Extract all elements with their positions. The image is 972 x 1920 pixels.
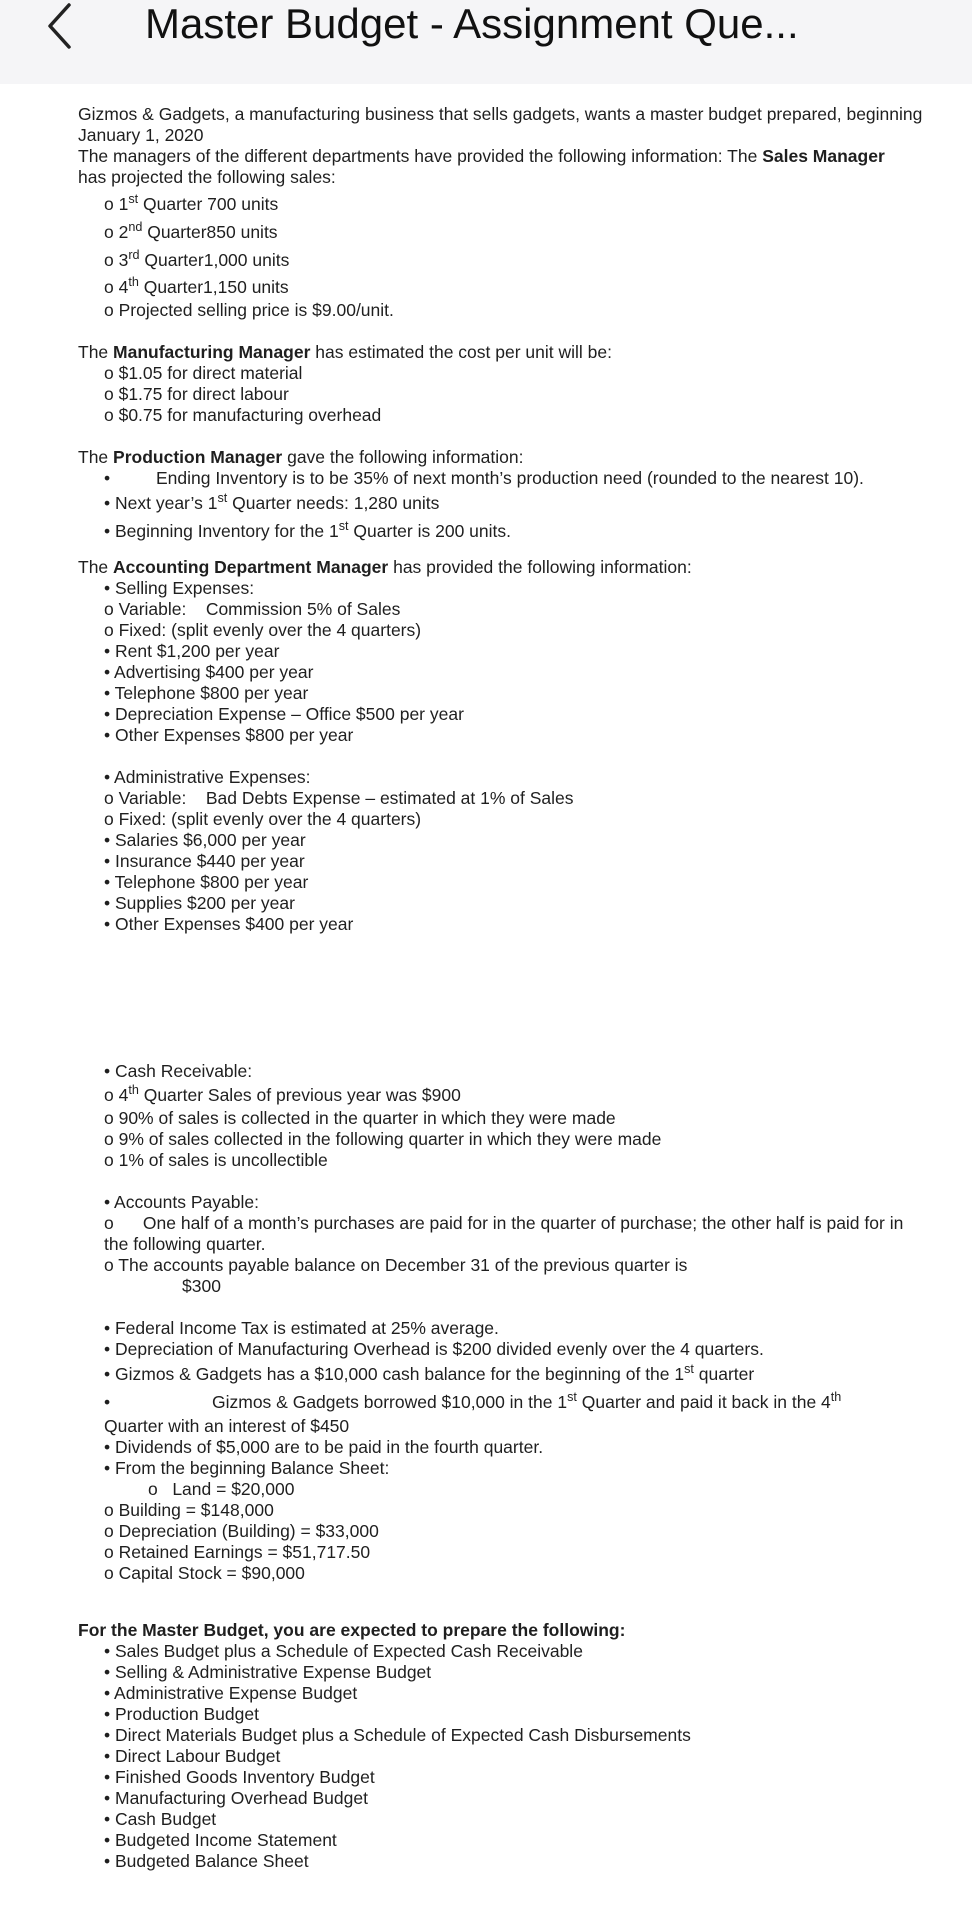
list-item: • Budgeted Balance Sheet — [104, 1851, 309, 1871]
administrative-expenses-list — [78, 767, 948, 935]
chevron-left-icon — [38, 2, 88, 52]
list-item: • Telephone $800 per year — [104, 683, 309, 703]
list-item: o 4th Quarter Sales of previous year was $900 — [104, 1083, 461, 1105]
manufacturing-section — [78, 342, 948, 426]
list-item: o Fixed: (split evenly over the 4 quarters) — [104, 809, 422, 829]
list-item: o $0.75 for manufacturing overhead — [104, 405, 382, 425]
other-info-section — [78, 1318, 948, 1584]
list-item: • Insurance $440 per year — [104, 851, 305, 871]
list-item: o 3rd Quarter1,000 units — [104, 248, 290, 270]
list-item: • Production Budget — [104, 1704, 259, 1724]
selling-expenses-list — [78, 578, 948, 746]
list-item: • Manufacturing Overhead Budget — [104, 1788, 368, 1808]
list-item: • Budgeted Income Statement — [104, 1830, 337, 1850]
list-item: $300 — [182, 1276, 221, 1296]
list-item: o 1% of sales is uncollectible — [104, 1150, 328, 1170]
list-item: o Building = $148,000 — [104, 1500, 274, 1520]
list-item: o Retained Earnings = $51,717.50 — [104, 1542, 371, 1562]
sales-list — [78, 190, 948, 321]
list-item: the following quarter. — [104, 1234, 266, 1254]
back-button[interactable] — [38, 2, 88, 52]
list-item: • Supplies $200 per year — [104, 893, 295, 913]
list-item: o The accounts payable balance on December 31 of the previous quarter is — [104, 1255, 688, 1275]
section-heading: • Accounts Payable: — [104, 1192, 259, 1212]
list-item: o $1.75 for direct labour — [104, 384, 289, 404]
section-heading: The Production Manager gave the following information: — [78, 447, 524, 467]
list-item: o Projected selling price is $9.00/unit. — [104, 300, 394, 320]
list-item: o 1st Quarter 700 units — [104, 192, 279, 214]
list-item: • Next year’s 1st Quarter needs: 1,280 units — [104, 491, 440, 513]
accounts-payable-section — [78, 1192, 948, 1297]
list-item: o 4th Quarter1,150 units — [104, 275, 289, 297]
intro-line: The managers of the different departments have provided the following information: The Sales Manager — [78, 146, 885, 166]
section-heading: For the Master Budget, you are expected to prepare the following: — [78, 1620, 626, 1640]
list-item: Quarter with an interest of $450 — [104, 1416, 350, 1436]
list-item: • Telephone $800 per year — [104, 872, 309, 892]
section-heading: The Manufacturing Manager has estimated the cost per unit will be: — [78, 342, 612, 362]
accounting-section — [78, 557, 948, 935]
list-item: • Dividends of $5,000 are to be paid in the fourth quarter. — [104, 1437, 544, 1457]
list-item: o Land = $20,000 — [148, 1479, 295, 1499]
production-section — [78, 447, 948, 545]
list-item: • Administrative Expenses: — [104, 767, 311, 787]
list-item: • Other Expenses $400 per year — [104, 914, 354, 934]
app-header — [0, 0, 972, 84]
section-heading: The Accounting Department Manager has provided the following information: — [78, 557, 692, 577]
list-item: o Fixed: (split evenly over the 4 quarters) — [104, 620, 422, 640]
list-item: o 9% of sales collected in the following quarter in which they were made — [104, 1129, 662, 1149]
list-item: • Salaries $6,000 per year — [104, 830, 306, 850]
list-item: • From the beginning Balance Sheet: — [104, 1458, 390, 1478]
list-item: • Sales Budget plus a Schedule of Expected Cash Receivable — [104, 1641, 583, 1661]
intro-line: has projected the following sales: — [78, 167, 336, 187]
section-heading: • Cash Receivable: — [104, 1061, 253, 1081]
list-item: o $1.05 for direct material — [104, 363, 303, 383]
list-item: o One half of a month’s purchases are paid for in the quarter of purchase; the other half is paid for in — [104, 1213, 904, 1233]
list-item: • Gizmos & Gadgets borrowed $10,000 in the 1st Quarter and paid it back in the 4th — [104, 1390, 842, 1412]
list-item: • Ending Inventory is to be 35% of next month’s production need (rounded to the nearest 10). — [104, 468, 864, 488]
list-item: o Variable: Commission 5% of Sales — [104, 599, 401, 619]
list-item: • Federal Income Tax is estimated at 25% average. — [104, 1318, 499, 1338]
page-title: Master Budget - Assignment Que... — [145, 0, 799, 47]
intro-section — [78, 104, 948, 188]
list-item: • Finished Goods Inventory Budget — [104, 1767, 375, 1787]
list-item: o Depreciation (Building) = $33,000 — [104, 1521, 379, 1541]
list-item: • Other Expenses $800 per year — [104, 725, 354, 745]
list-item: o 2nd Quarter850 units — [104, 220, 278, 242]
list-item: • Selling Expenses: — [104, 578, 255, 598]
list-item: • Gizmos & Gadgets has a $10,000 cash balance for the beginning of the 1st quarter — [104, 1362, 755, 1384]
list-item: • Cash Budget — [104, 1809, 217, 1829]
master-budget-section — [78, 1620, 948, 1872]
list-item: o 90% of sales is collected in the quarter in which they were made — [104, 1108, 616, 1128]
intro-line: January 1, 2020 — [78, 125, 204, 145]
list-item: o Capital Stock = $90,000 — [104, 1563, 305, 1583]
list-item: • Depreciation Expense – Office $500 per year — [104, 704, 464, 724]
list-item: o Variable: Bad Debts Expense – estimated at 1% of Sales — [104, 788, 574, 808]
list-item: • Rent $1,200 per year — [104, 641, 280, 661]
list-item: • Direct Labour Budget — [104, 1746, 281, 1766]
list-item: • Depreciation of Manufacturing Overhead is $200 divided evenly over the 4 quarters. — [104, 1339, 764, 1359]
list-item: • Advertising $400 per year — [104, 662, 314, 682]
document-body — [78, 104, 948, 1872]
list-item: • Administrative Expense Budget — [104, 1683, 358, 1703]
cash-receivable-section — [78, 1061, 948, 1171]
list-item: • Direct Materials Budget plus a Schedule of Expected Cash Disbursements — [104, 1725, 691, 1745]
intro-line: Gizmos & Gadgets, a manufacturing business that sells gadgets, wants a master budget prepared, beginning — [78, 104, 923, 124]
list-item: • Beginning Inventory for the 1st Quarter is 200 units. — [104, 519, 511, 541]
list-item: • Selling & Administrative Expense Budget — [104, 1662, 432, 1682]
